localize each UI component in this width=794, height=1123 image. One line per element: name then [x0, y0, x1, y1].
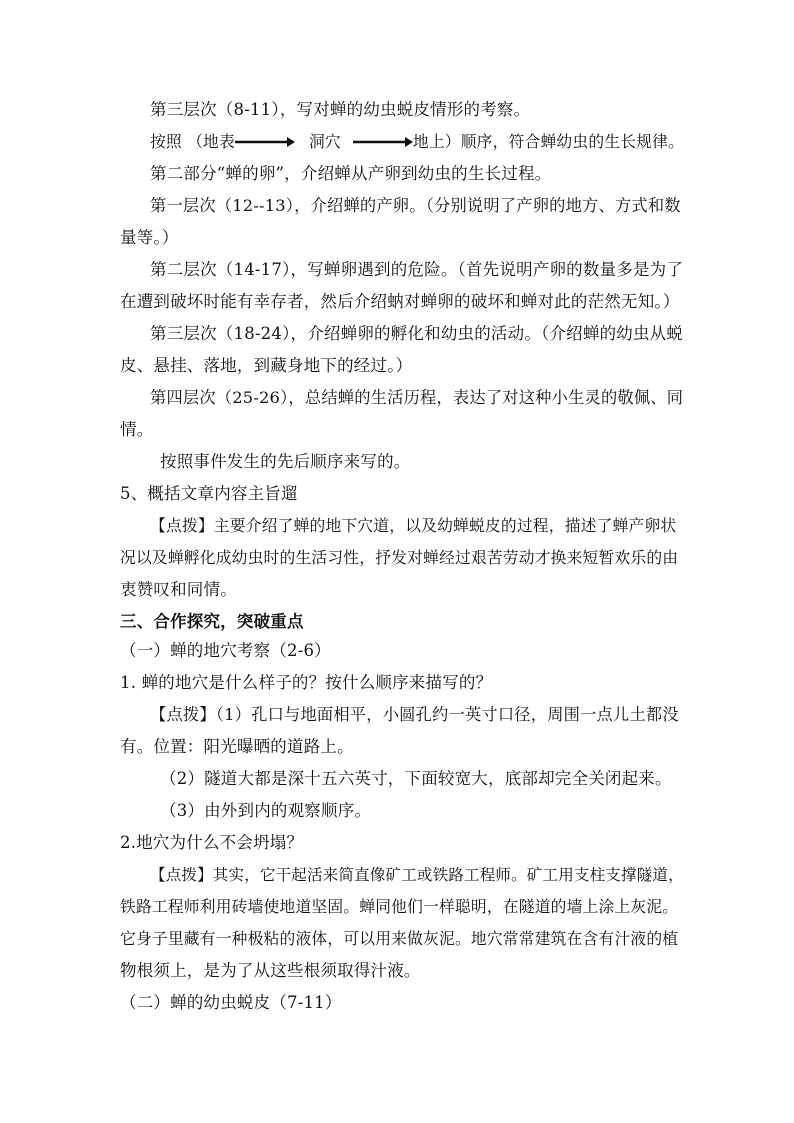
subsection-molting: （二）蝉的幼虫蜕皮（7-11） [120, 993, 342, 1012]
para-layer3-hatching: 第三层次（18-24），介绍蝉卵的孵化和幼虫的活动。（介绍蝉的幼虫从蜕 [150, 324, 684, 343]
para-layer3-hatching-cont: 皮、悬挂、落地，到藏身地下的经过。） [120, 356, 413, 375]
para-layer4-summary: 第四层次（25-26），总结蝉的生活历程，表达了对这种小生灵的敬佩、同 [150, 388, 684, 407]
para-layer1-laying: 第一层次（12--13），介绍蝉的产卵。（分别说明了产卵的地方、方式和数 [150, 196, 681, 215]
para-layer2-danger-cont: 在遭到破坏时能有幸存者，然后介绍蚋对蝉卵的破坏和蝉对此的茫然无知。） [120, 292, 680, 311]
para-tip-summary-cont2: 衷赞叹和同情。 [120, 580, 237, 599]
para-tip-summary: 【点拨】主要介绍了蝉的地下穴道，以及幼蝉蜕皮的过程，描述了蝉产卵状 [150, 516, 677, 535]
para-layer3-molting: 第三层次（8-11），写对蝉的幼虫蜕皮情形的考察。 [150, 100, 531, 119]
sequence-text-start: 按照 （地表 [150, 132, 235, 151]
question-2: 2.地穴为什么不会坍塌？ [120, 833, 304, 852]
answer-1-point-2: （2）隧道大都是深十五六英寸，下面较宽大，底部却完全关闭起来。 [160, 769, 672, 788]
answer-2-line-1: 【点拨】其实，它干起活来简直像矿工或铁路工程师。矿工用支柱支撑隧道， [150, 866, 684, 884]
para-layer2-danger: 第二层次（14-17），写蝉卵遇到的危险。（首先说明产卵的数量多是为了 [150, 260, 684, 279]
para-sequence-order [150, 131, 684, 153]
answer-1-point-1: 【点拨】（1）孔口与地面相平，小圆孔约一英寸口径，周围一点儿土都没 [150, 705, 679, 724]
para-chronological: 按照事件发生的先后顺序来写的。 [160, 452, 411, 471]
answer-1-point-3: （3）由外到内的观察顺序。 [160, 801, 372, 820]
sequence-text-end: 地上）顺序，符合蝉幼虫的生长规律。 [412, 132, 685, 151]
para-tip-summary-cont1: 况以及蝉孵化成幼虫时的生活习性，抒发对蝉经过艰苦劳动才换来短暂欢乐的由 [120, 548, 679, 567]
answer-2-line-2: 铁路工程师利用砖墙使地道坚固。蝉同他们一样聪明，在隧道的墙上涂上灰泥。 [120, 897, 679, 916]
right-arrow-icon [353, 136, 413, 148]
question-1: 1. 蝉的地穴是什么样子的？按什么顺序来描写的？ [120, 673, 493, 692]
sequence-text-mid: 洞穴 [308, 132, 341, 151]
section-heading-cooperative: 三、合作探究，突破重点 [120, 612, 304, 631]
para-layer1-laying-cont: 量等。） [120, 228, 179, 247]
heading-summary-theme: 5、概括文章内容主旨遛 [120, 484, 298, 503]
subsection-burrow: （一）蝉的地穴考察（2-6） [120, 641, 331, 660]
answer-1-point-1-cont: 有。位置：阳光曝晒的道路上。 [120, 737, 354, 756]
para-part2-eggs: 第二部分“蝉的卵”，介绍蝉从产卵到幼虫的生长过程。 [150, 164, 552, 183]
right-arrow-icon [235, 136, 295, 148]
answer-2-line-3: 它身子里藏有一种极粘的液体，可以用来做灰泥。地穴常常建筑在含有汁液的植 [120, 929, 679, 948]
answer-2-line-4: 物根须上，是为了从这些根须取得汁液。 [120, 961, 421, 980]
para-layer4-summary-cont: 情。 [120, 420, 154, 439]
